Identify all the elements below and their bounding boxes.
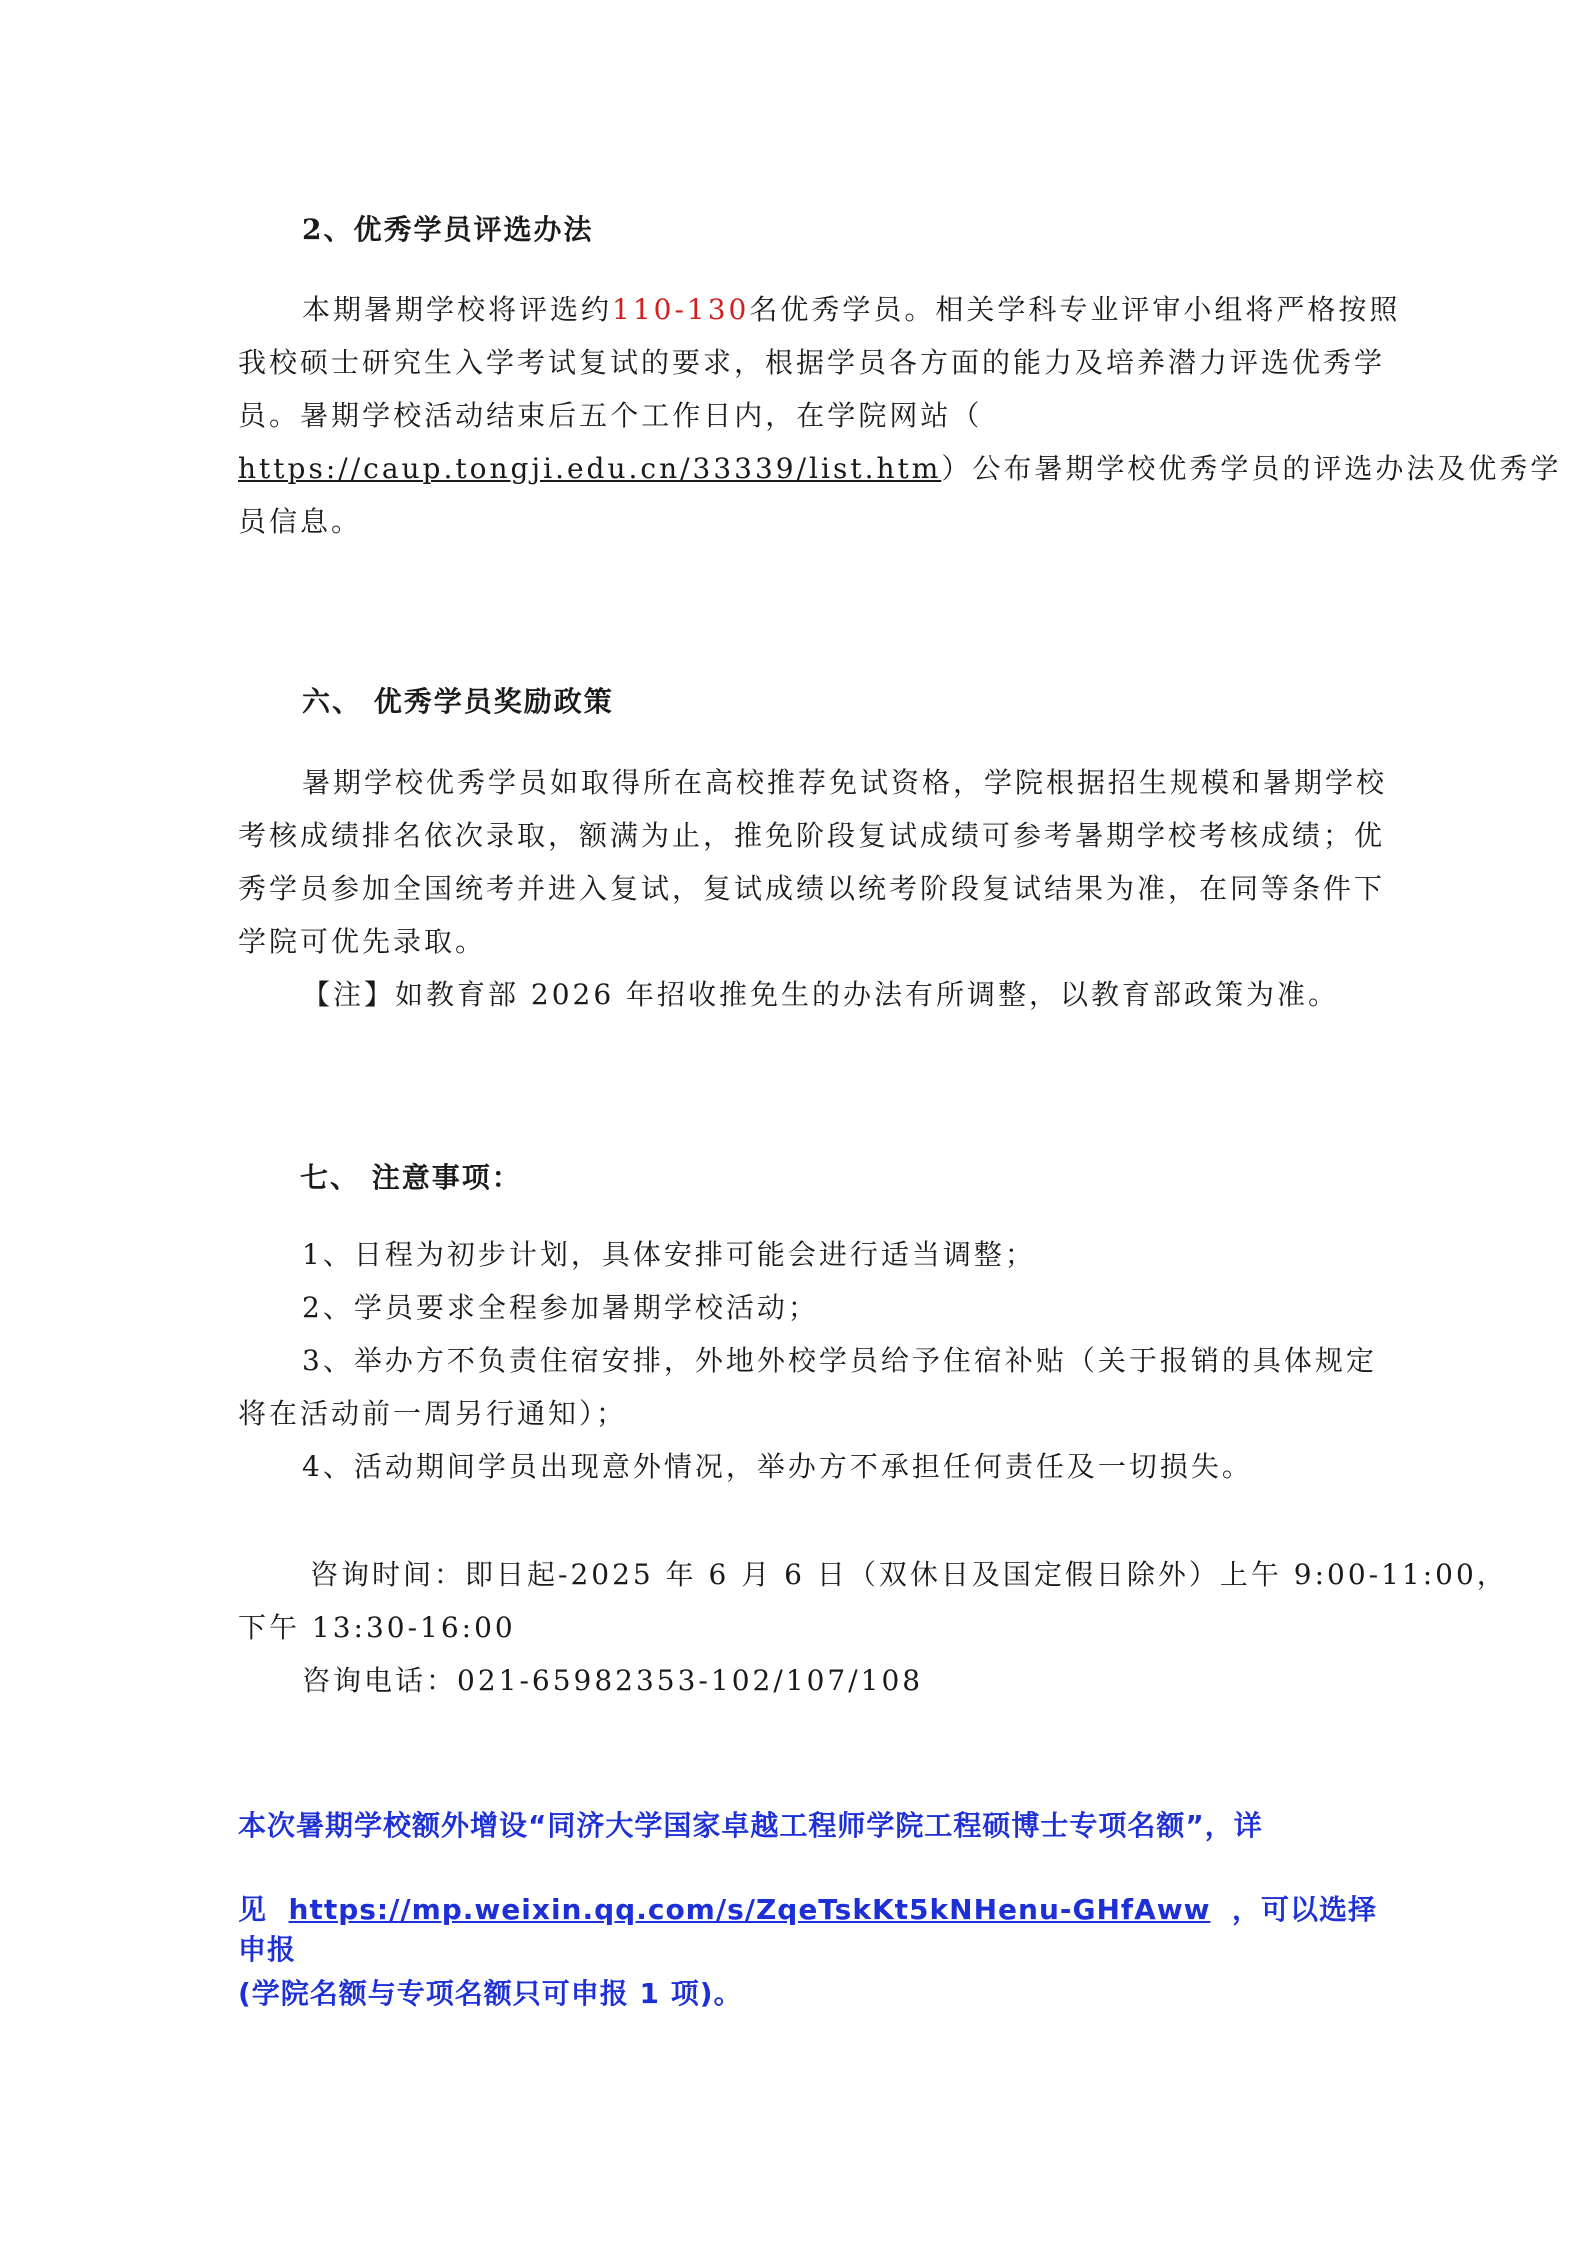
justified-char: 个: [610, 399, 642, 432]
justified-char: 动: [455, 399, 487, 432]
justified-char: 。: [269, 399, 301, 432]
section-heading-selection-method: 2、优秀学员评选办法: [302, 213, 594, 246]
selection-method-paragraph: [238, 283, 1562, 548]
special-quota-notice-line3: (学院名额与专项名额只可申报 1 项)。: [238, 1977, 743, 2010]
justified-char: 暑: [300, 399, 332, 432]
justified-char: 期: [331, 399, 363, 432]
consultation-time: 咨询时间：即日起-2025 年 6 月 6 日（双休日及国定假日除外）上午 9:00-11:00，: [310, 1558, 1508, 1591]
justified-char: 网: [889, 399, 921, 432]
justified-char: 内: [734, 399, 766, 432]
paragraph-line: [238, 283, 1404, 336]
policy-note: 【注】如教育部 2026 年招收推免生的办法有所调整，以教育部政策为准。: [302, 978, 1340, 1011]
contact-info: [238, 1548, 1508, 1707]
notes-list: [238, 1228, 1404, 1493]
justified-char: 束: [517, 399, 549, 432]
notes-list-item-continuation: 将在活动前一周另行通知）；: [238, 1397, 628, 1430]
paragraph-line-justified: [238, 389, 1404, 442]
paragraph-line: 员信息。: [238, 505, 363, 538]
justified-char: 院: [858, 399, 890, 432]
text-run: 名优秀学员。相关学科专业评审小组将严格按照: [749, 293, 1401, 326]
justified-char: 工: [641, 399, 673, 432]
college-website-link[interactable]: https://caup.tongji.edu.cn/33339/list.htm: [238, 452, 942, 485]
paragraph-line: 我校硕士研究生入学考试复试的要求，根据学员各方面的能力及培养潜力评选优秀学: [238, 346, 1386, 379]
justified-char: 学: [362, 399, 394, 432]
justified-char: 后: [548, 399, 580, 432]
special-quota-notice-line1: 本次暑期学校额外增设“同济大学国家卓越工程师学院工程硕博士专项名额”，详: [238, 1809, 1263, 1842]
justified-char: 员: [238, 399, 270, 432]
text-run: 见: [238, 1893, 268, 1926]
notes-list-item: 4、活动期间学员出现意外情况，举办方不承担任何责任及一切损失。: [302, 1450, 1253, 1483]
text-run: ，可以选择申报: [238, 1893, 1378, 1966]
notes-list-item: 1、日程为初步计划，具体安排可能会进行适当调整；: [302, 1238, 1036, 1271]
justified-char: 结: [486, 399, 518, 432]
justified-char: 五: [579, 399, 611, 432]
justified-char: （: [951, 399, 983, 432]
special-quota-notice-line2: [238, 1890, 1404, 1970]
justified-char: 作: [672, 399, 704, 432]
text-run: ）公布暑期学校优秀学员的评选办法及优秀学: [941, 452, 1562, 485]
consultation-phone: 咨询电话：021-65982353-102/107/108: [302, 1664, 924, 1697]
justified-char: ，: [765, 399, 797, 432]
justified-char: 日: [703, 399, 735, 432]
paragraph-line: [238, 442, 1562, 495]
paragraph-line: 考核成绩排名依次录取，额满为止，推免阶段复试成绩可参考暑期学校考核成绩；优: [238, 819, 1386, 852]
selection-count: 110-130: [612, 293, 750, 326]
justified-char: 站: [920, 399, 952, 432]
section-heading-reward-policy: 六、 优秀学员奖励政策: [302, 685, 614, 718]
paragraph-line: 秀学员参加全国统考并进入复试，复试成绩以统考阶段复试结果为准，在同等条件下: [238, 872, 1386, 905]
notes-list-item: 3、举办方不负责住宿安排，外地外校学员给予住宿补贴（关于报销的具体规定: [302, 1344, 1377, 1377]
special-quota-link[interactable]: https://mp.weixin.qq.com/s/ZqeTskKt5kNHenu-GHfAww: [288, 1893, 1211, 1926]
consultation-time-continued: 下午 13:30-16:00: [238, 1611, 516, 1644]
text-run: 本期暑期学校将评选约: [302, 293, 613, 326]
section-heading-notes: 七、 注意事项：: [300, 1161, 522, 1194]
reward-policy-paragraph: [238, 756, 1404, 1021]
justified-char: 学: [827, 399, 859, 432]
notes-list-item: 2、学员要求全程参加暑期学校活动；: [302, 1291, 819, 1324]
justified-char: 在: [796, 399, 828, 432]
justified-char: 校: [393, 399, 425, 432]
paragraph-line: 学院可优先录取。: [238, 925, 487, 958]
justified-char: 活: [424, 399, 456, 432]
paragraph-line: 暑期学校优秀学员如取得所在高校推荐免试资格，学院根据招生规模和暑期学校: [302, 766, 1388, 799]
